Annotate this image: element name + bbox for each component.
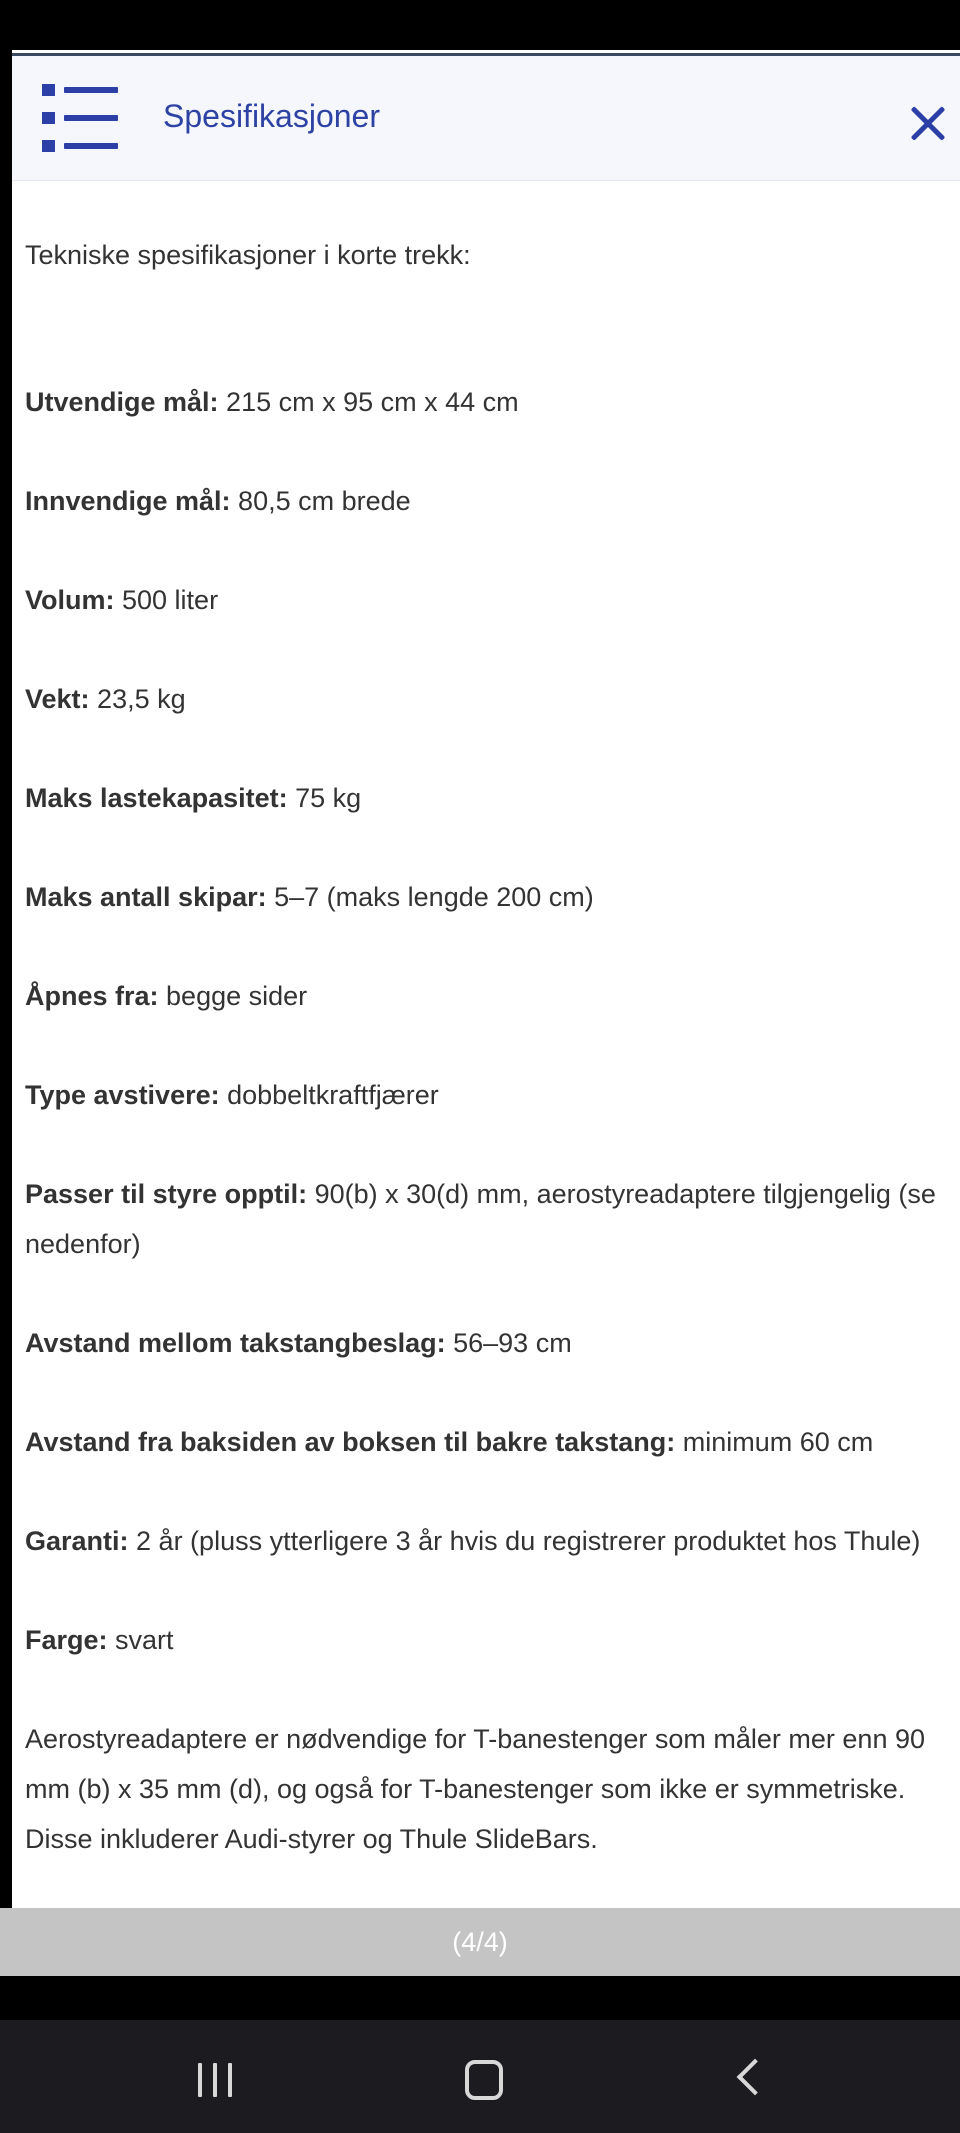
home-icon[interactable]: [410, 2020, 550, 2133]
status-bar: [0, 0, 960, 50]
spec-content: [25, 230, 955, 1864]
spec-item: [25, 1615, 955, 1665]
spec-item: [25, 476, 955, 526]
back-icon[interactable]: [682, 2020, 822, 2133]
page-indicator: (4/4): [0, 1908, 960, 1976]
spec-value: svart: [107, 1625, 174, 1655]
modal-header: [12, 56, 960, 181]
spec-value: 90(b) x 30(d) mm, aerostyreadaptere tilgjengelig (se nedenfor): [25, 1179, 936, 1259]
spec-value: 2 år (pluss ytterligere 3 år hvis du registrerer produktet hos Thule): [128, 1526, 921, 1556]
spec-item: [25, 971, 955, 1021]
spec-value: 500 liter: [114, 585, 219, 615]
spec-label: Garanti:: [25, 1526, 129, 1556]
modal-panel: [12, 50, 960, 1975]
spec-value: 80,5 cm brede: [230, 486, 411, 516]
spec-label: Farge:: [25, 1625, 108, 1655]
spec-label: Maks lastekapasitet:: [25, 783, 288, 813]
spec-label: Åpnes fra:: [25, 981, 159, 1011]
spec-item: [25, 575, 955, 625]
spec-item: [25, 377, 955, 427]
close-icon[interactable]: [909, 105, 947, 143]
spec-value: 23,5 kg: [89, 684, 186, 714]
spec-value: 75 kg: [287, 783, 362, 813]
spec-value: minimum 60 cm: [675, 1427, 874, 1457]
spec-value: 5–7 (maks lengde 200 cm): [266, 882, 594, 912]
spec-item: [25, 1516, 955, 1566]
spec-item: [25, 674, 955, 724]
spec-label: Passer til styre opptil:: [25, 1179, 308, 1209]
spec-value: 215 cm x 95 cm x 44 cm: [218, 387, 519, 417]
system-nav-bar: [0, 2020, 960, 2133]
spec-label: Type avstivere:: [25, 1080, 220, 1110]
spec-value: dobbeltkraftfjærer: [219, 1080, 439, 1110]
spec-value: 56–93 cm: [445, 1328, 572, 1358]
spec-label: Volum:: [25, 585, 115, 615]
spec-item: [25, 1169, 955, 1269]
spec-label: Utvendige mål:: [25, 387, 219, 417]
spec-label: Innvendige mål:: [25, 486, 231, 516]
spec-value: begge sider: [158, 981, 308, 1011]
recents-icon[interactable]: [145, 2020, 285, 2133]
spec-item: [25, 1417, 955, 1467]
adapter-note: Aerostyreadaptere er nødvendige for T-banestenger som måler mer enn 90 mm (b) x 35 mm (d), og også for T-banestenger som ikke er symmetriske. Disse inkluderer Audi-styrer og Thule SlideBars.: [25, 1724, 925, 1854]
spec-label: Maks antall skipar:: [25, 882, 267, 912]
spec-item: [25, 773, 955, 823]
spec-item: [25, 1318, 955, 1368]
spec-item: [25, 1070, 955, 1120]
spec-label: Vekt:: [25, 684, 90, 714]
spec-item: [25, 872, 955, 922]
spec-label: Avstand mellom takstangbeslag:: [25, 1328, 446, 1358]
intro-text: Tekniske spesifikasjoner i korte trekk:: [25, 240, 471, 270]
list-icon[interactable]: [42, 84, 118, 152]
spec-label: Avstand fra baksiden av boksen til bakre takstang:: [25, 1427, 676, 1457]
modal-title: Spesifikasjoner: [163, 98, 380, 134]
